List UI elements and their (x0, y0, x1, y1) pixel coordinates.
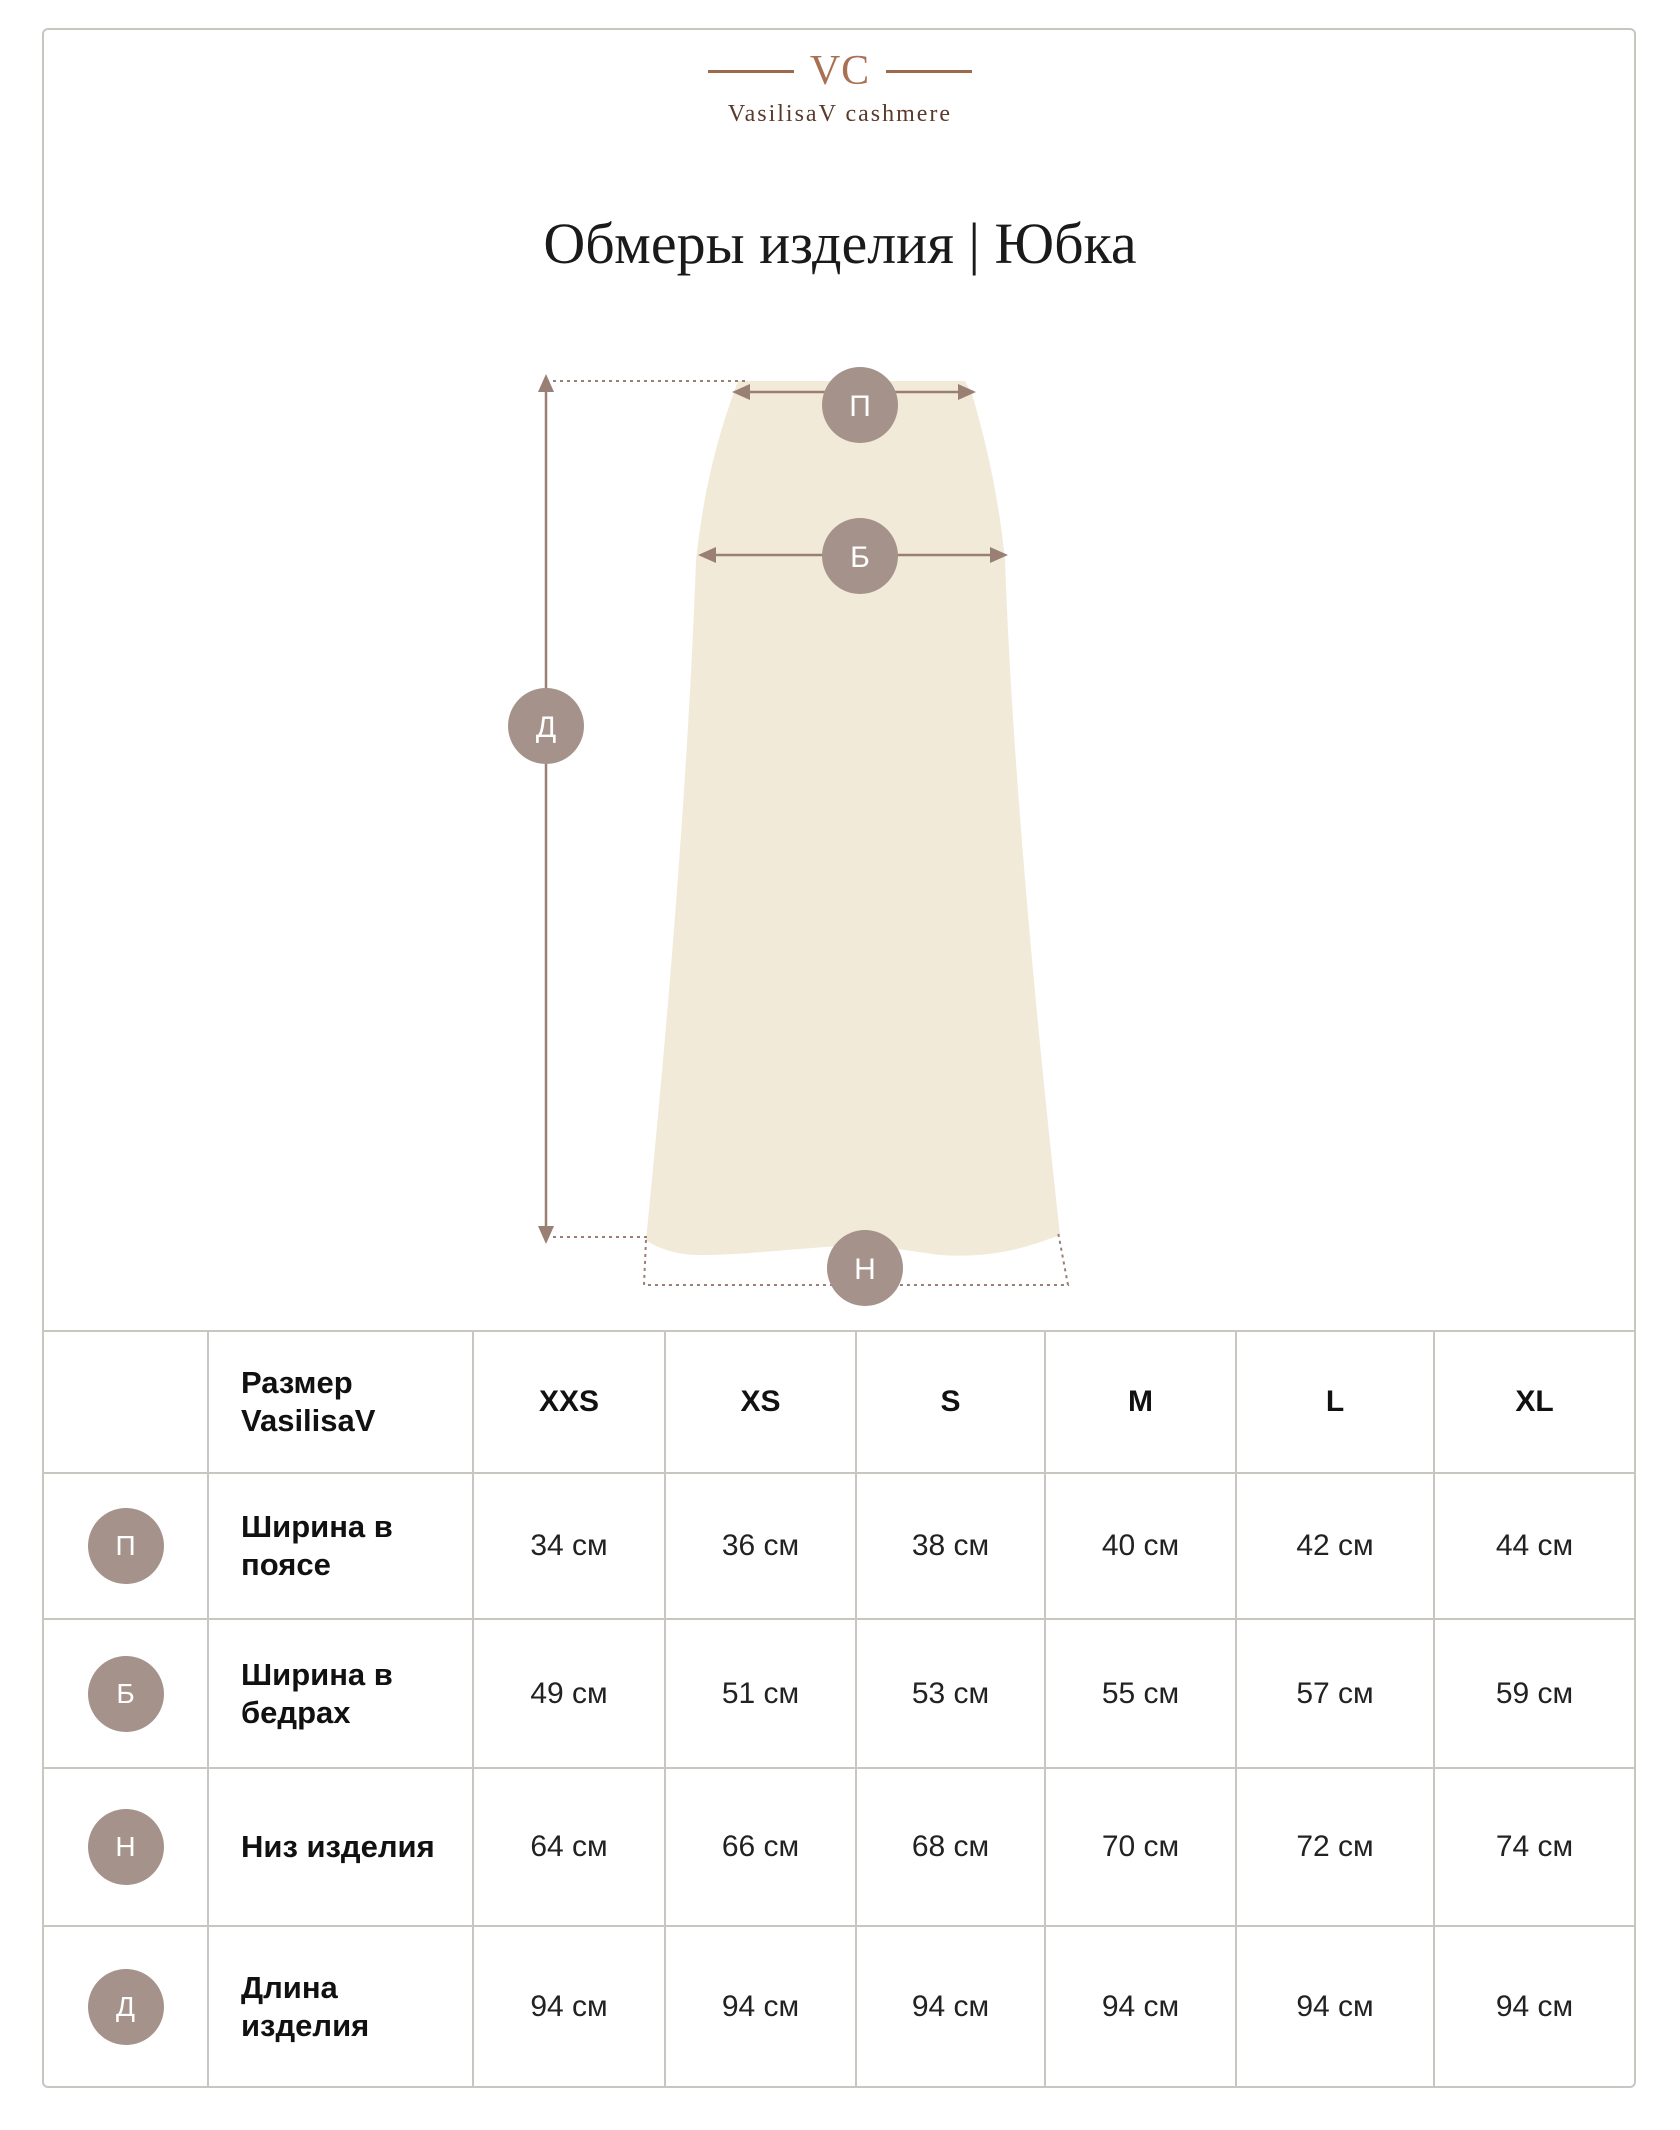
value-cell: 94 см (1045, 1926, 1236, 2087)
badge-waist-label: П (849, 390, 871, 423)
page-title: Обмеры изделия | Юбка (543, 211, 1137, 276)
value-cell: 42 см (1236, 1473, 1434, 1619)
brand-name: VasilisaV cashmere (727, 101, 953, 127)
value-cell: 94 см (1434, 1926, 1634, 2087)
row-badge-cell (44, 1768, 208, 1926)
table-header-row (44, 1331, 1634, 1473)
row-label: Ширина в поясе (208, 1473, 473, 1619)
row-badge-cell (44, 1619, 208, 1768)
row-badge-cell (44, 1926, 208, 2087)
value-cell: 64 см (473, 1768, 665, 1926)
row-label: Низ изделия (208, 1768, 473, 1926)
value-cell: 70 см (1045, 1768, 1236, 1926)
table-row (44, 1473, 1634, 1619)
table-row (44, 1768, 1634, 1926)
value-cell: 36 см (665, 1473, 856, 1619)
value-cell: 40 см (1045, 1473, 1236, 1619)
size-header-label: Размер VasilisaV (208, 1331, 473, 1473)
size-col-xxs: XXS (473, 1331, 665, 1473)
badge-hem-label: Н (854, 1253, 876, 1286)
table-row (44, 1926, 1634, 2087)
size-col-xl: XL (1434, 1331, 1634, 1473)
value-cell: 68 см (856, 1768, 1045, 1926)
value-cell: 44 см (1434, 1473, 1634, 1619)
badge-waist-row: П (88, 1508, 164, 1584)
value-cell: 72 см (1236, 1768, 1434, 1926)
value-cell: 59 см (1434, 1619, 1634, 1768)
value-cell: 49 см (473, 1619, 665, 1768)
value-cell: 94 см (473, 1926, 665, 2087)
table-row (44, 1619, 1634, 1768)
value-cell: 94 см (665, 1926, 856, 2087)
size-col-s: S (856, 1331, 1045, 1473)
value-cell: 55 см (1045, 1619, 1236, 1768)
badge-length (508, 688, 584, 764)
badge-hem (827, 1230, 903, 1306)
value-cell: 51 см (665, 1619, 856, 1768)
row-label: Длина изделия (208, 1926, 473, 2087)
row-label: Ширина в бедрах (208, 1619, 473, 1768)
size-table (44, 1330, 1634, 2087)
value-cell: 94 см (856, 1926, 1045, 2087)
value-cell: 38 см (856, 1473, 1045, 1619)
value-cell: 74 см (1434, 1768, 1634, 1926)
value-cell: 57 см (1236, 1619, 1434, 1768)
badge-length-row: Д (88, 1969, 164, 2045)
badge-hips-row: Б (88, 1656, 164, 1732)
badge-hem-row: Н (88, 1809, 164, 1885)
value-cell: 53 см (856, 1619, 1045, 1768)
size-col-l: L (1236, 1331, 1434, 1473)
badge-length-label: Д (535, 711, 557, 744)
value-cell: 34 см (473, 1473, 665, 1619)
logo-mark: VC (809, 48, 871, 94)
size-col-m: M (1045, 1331, 1236, 1473)
badge-waist (822, 367, 898, 443)
badge-hips (822, 518, 898, 594)
size-col-xs: XS (665, 1331, 856, 1473)
value-cell: 66 см (665, 1768, 856, 1926)
header-empty-cell (44, 1331, 208, 1473)
badge-hips-label: Б (850, 541, 870, 574)
row-badge-cell (44, 1473, 208, 1619)
skirt-illustration (646, 381, 1060, 1256)
value-cell: 94 см (1236, 1926, 1434, 2087)
